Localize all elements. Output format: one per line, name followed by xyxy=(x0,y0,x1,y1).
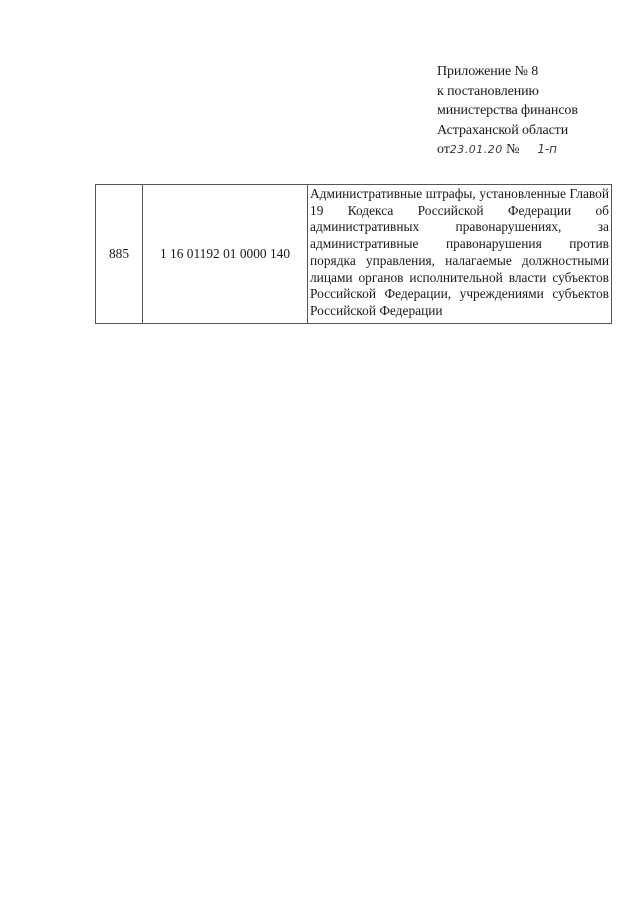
appendix-region-line: Астраханской области xyxy=(437,122,569,138)
appendix-header xyxy=(437,62,627,160)
date-prefix: от xyxy=(437,142,450,157)
handwritten-date: 23.01.20 xyxy=(449,143,503,156)
appendix-date-line xyxy=(437,140,627,160)
handwritten-number: 1-п xyxy=(537,142,557,156)
kbk-code-cell: 1 16 01192 01 0000 140 xyxy=(143,185,308,324)
number-sign: № xyxy=(506,142,520,157)
admin-code-cell: 885 xyxy=(96,185,143,324)
description-cell: Административные штрафы, установленные Главой 19 Кодекса Российской Федерации об административных правонарушениях, за административные правонарушения против порядка управления, налагаемые должностными лицами органов исполнительной власти субъектов Российской Федерации, учреждениями субъектов Российской Федерации xyxy=(308,185,612,324)
appendix-ministry-line: министерства финансов xyxy=(437,103,578,118)
appendix-title: Приложение № 8 xyxy=(437,64,539,79)
table-row xyxy=(96,185,612,324)
income-codes-table xyxy=(95,184,612,324)
appendix-ref-line: к постановлению xyxy=(437,83,539,99)
